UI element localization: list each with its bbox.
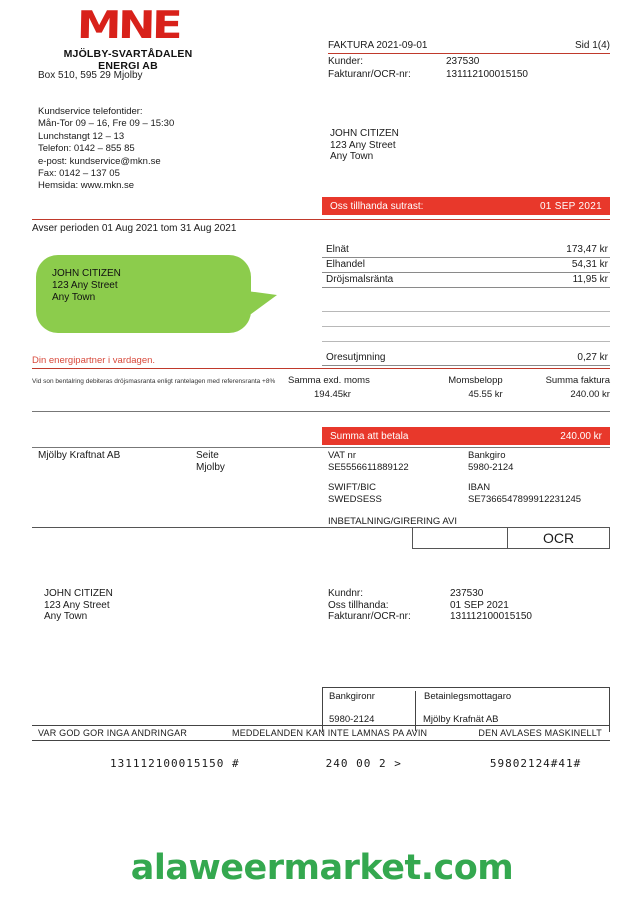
- item-amount: 54,31 kr: [571, 259, 608, 270]
- seite-value: Mjolby: [196, 461, 225, 473]
- company-name-line2: ENERGI AB: [98, 60, 158, 72]
- invoice-number-label: Fakturanr/OCR-nr:: [328, 69, 411, 80]
- company-name-line1: MJÖLBY-SVARTÅDALEN: [63, 48, 193, 60]
- table-row: [322, 258, 610, 273]
- table-row: [322, 243, 610, 258]
- slip-customer-label: Kundnr:: [328, 588, 364, 599]
- iban-label: IBAN: [468, 482, 491, 493]
- amount-due-value: 240.00 kr: [560, 430, 602, 442]
- vat-label: Momsbelopp: [448, 375, 503, 386]
- ocr-code-part1: 131112100015150 #: [110, 757, 240, 770]
- slip-name: JOHN CITIZEN: [44, 588, 113, 599]
- table-row: [322, 273, 610, 288]
- bubble-tail: [247, 291, 277, 317]
- watermark: alaweermarket.com: [130, 848, 514, 888]
- ocr-empty-box: [412, 527, 508, 549]
- bank-details-grid: [328, 450, 610, 514]
- seite-label: Seite: [196, 450, 219, 461]
- recipient-city: Any Town: [330, 151, 374, 162]
- vat-value: 45.55 kr: [468, 389, 503, 400]
- item-label: Elnät: [326, 244, 349, 255]
- invoice-header: [328, 40, 610, 80]
- due-date-banner: [322, 197, 610, 215]
- bankgironr-value: 5980-2124: [329, 714, 375, 725]
- period-text: Avser perioden 01 Aug 2021 tom 31 Aug 2021: [32, 223, 237, 234]
- payment-slip-title: INBETALNING/GIRERING AVI: [328, 516, 457, 527]
- cs-fax: Fax: 0142 – 137 05: [38, 168, 120, 180]
- table-row-empty: [322, 312, 610, 327]
- table-row-empty: [322, 327, 610, 342]
- table-spacer: [322, 342, 610, 351]
- slip-details: [328, 588, 532, 623]
- item-label: Elhandel: [326, 259, 365, 270]
- bankgironr-header: Bankgironr: [329, 691, 375, 702]
- totals-section: [32, 375, 610, 412]
- bank-company-name: Mjölby Kraftnat AB: [38, 450, 121, 461]
- iban-value: SE7366547899912231245: [468, 493, 582, 505]
- due-date-label: Oss tillhanda sutrast:: [330, 200, 424, 212]
- bubble-street: 123 Any Street: [52, 280, 118, 291]
- footer-center-notice: MEDDELANDEN KAN INTE LAMNAS PA AVIN: [232, 728, 428, 738]
- slip-invoice-value: 131112100015150: [450, 611, 532, 622]
- slip-city: Any Town: [44, 611, 88, 622]
- total-excl-vat: [282, 375, 395, 400]
- company-logo: [38, 3, 218, 72]
- excl-vat-label: Samma exd. moms: [288, 375, 370, 386]
- cs-web: Hemsida: www.mkn.se: [38, 180, 135, 192]
- recipient-street: 123 Any Street: [330, 139, 396, 151]
- recipient-name: JOHN CITIZEN: [330, 128, 399, 139]
- bubble-name: JOHN CITIZEN: [52, 268, 121, 279]
- table-spacer: [322, 288, 610, 297]
- bank-section-divider: [32, 447, 610, 448]
- due-date-value: 01 SEP 2021: [539, 200, 602, 212]
- footer-left-notice: VAR GOD GOR INGA ANDRINGAR: [38, 728, 188, 738]
- cs-hours: Mån-Tor 09 – 16, Fre 09 – 15:30: [38, 118, 175, 130]
- cs-lunch: Lunchstangt 12 – 13: [38, 130, 125, 142]
- slip-recipient-address: [44, 588, 113, 623]
- company-address: Box 510, 595 29 Mjolby: [38, 70, 143, 81]
- cs-title: Kundservice telefontider:: [38, 106, 143, 117]
- payee-header: Betainlegsmottagaro: [415, 691, 609, 731]
- period-section: [32, 219, 610, 234]
- amount-due-banner: [322, 427, 610, 445]
- cs-phone: Telefon: 0142 – 855 85: [38, 143, 135, 155]
- item-amount: 11,95 kr: [572, 274, 608, 285]
- customer-value: 237530: [446, 56, 480, 67]
- totals-divider: [32, 411, 610, 412]
- ocr-code-part2: 240 00 2 >: [325, 757, 402, 770]
- footer-right-notice: DEN AVLASES MASKINELLT: [478, 728, 602, 738]
- excl-vat-value: 194.45kr: [314, 389, 351, 400]
- interest-disclaimer: Vid son bentalring debiteras dröjsmasranta enligt rantelagen med referensranta +8%: [32, 378, 276, 385]
- ocr-code-line: [32, 757, 610, 770]
- bankgiro-label: Bankgiro: [468, 450, 506, 461]
- invoice-title: FAKTURA 2021-09-01: [328, 40, 428, 51]
- slip-due-value: 01 SEP 2021: [450, 599, 509, 611]
- ocr-label-box: OCR: [508, 527, 610, 549]
- rounding-label: Oresutjmning: [326, 352, 386, 363]
- item-amount: 173,47 kr: [566, 244, 608, 255]
- ocr-code-part3: 59802124#41#: [489, 757, 582, 770]
- logo-mark-mne: MNE: [76, 3, 180, 47]
- swift-label: SWIFT/BIC: [328, 482, 377, 493]
- total-label: Summa faktura: [545, 375, 610, 386]
- bankgiro-field: [468, 450, 608, 473]
- payee-value: Mjölby Krafnät AB: [423, 714, 499, 725]
- company-slogan: Din energipartner i vardagen.: [32, 355, 610, 369]
- total-value: 240.00 kr: [570, 389, 610, 400]
- slip-footer: [32, 725, 610, 741]
- invoice-number-value: 131112100015150: [446, 69, 528, 80]
- bubble-text: [52, 268, 121, 304]
- ocr-box-group: [412, 527, 610, 549]
- address-speech-bubble: [36, 255, 251, 333]
- customer-service-block: [38, 106, 174, 193]
- rounding-amount: 0,27 kr: [577, 352, 608, 363]
- bankgiro-value: 5980-2124: [468, 461, 514, 473]
- slip-invoice-label: Fakturanr/OCR-nr:: [328, 611, 411, 622]
- swift-value: SWEDSESS: [328, 493, 382, 505]
- slip-due-label: Oss tillhanda:: [328, 599, 389, 611]
- bank-seite: [196, 450, 225, 473]
- vat-number-field: [328, 450, 468, 473]
- swift-field: [328, 482, 468, 505]
- item-label: Dröjsmalsränta: [326, 274, 394, 285]
- customer-label: Kunder:: [328, 56, 364, 67]
- table-row-empty: [322, 297, 610, 312]
- vat-number-value: SE5556611889122: [328, 461, 409, 473]
- vat-number-label: VAT nr: [328, 450, 356, 461]
- page-number: Sid 1(4): [574, 40, 610, 51]
- slip-street: 123 Any Street: [44, 599, 110, 611]
- slip-customer-value: 237530: [450, 588, 484, 599]
- iban-field: [468, 482, 608, 505]
- items-table: [322, 243, 610, 366]
- recipient-address: [330, 128, 399, 163]
- cs-email: e-post: kundservice@mkn.se: [38, 155, 161, 167]
- amount-due-label: Summa att betala: [330, 430, 409, 442]
- total-vat: [395, 375, 502, 400]
- bubble-city: Any Town: [52, 292, 96, 303]
- total-invoice: [503, 375, 610, 400]
